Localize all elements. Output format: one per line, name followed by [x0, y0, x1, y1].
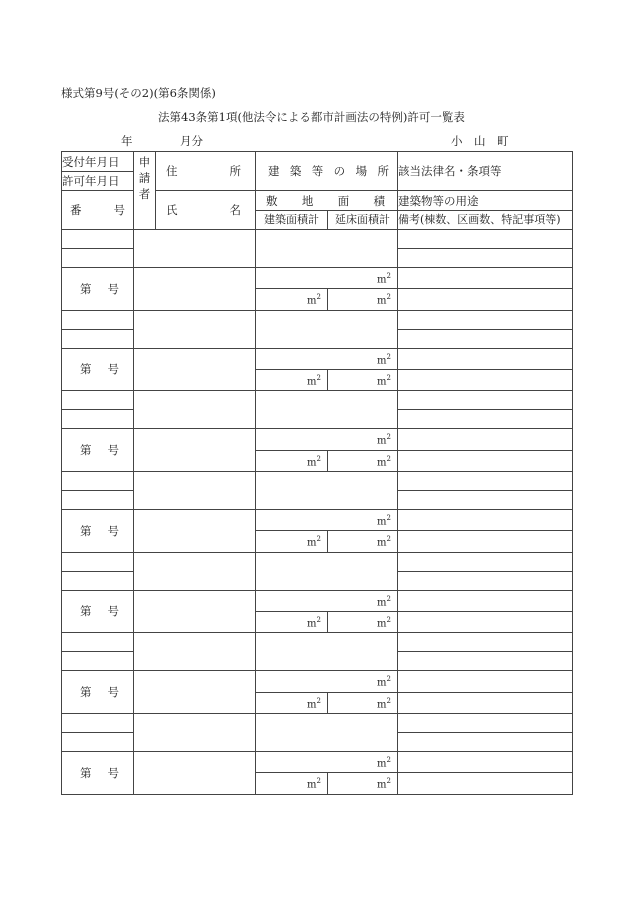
floor-area-header: 延床面積計	[328, 211, 398, 230]
site-area-header: 敷 地 面 積	[256, 191, 398, 211]
site-area-cell[interactable]: $m^2$	[256, 268, 398, 289]
entry-number-row	[62, 509, 573, 530]
remarks-header: 備考(棟数、区画数、特記事項等)	[398, 211, 573, 230]
law-name-cell[interactable]	[398, 633, 573, 652]
permit-number-cell[interactable]: 第 号	[62, 751, 134, 794]
law-name-cell[interactable]	[398, 552, 573, 571]
building-use-header: 建築物等の用途	[398, 191, 573, 211]
entry-number-row	[62, 590, 573, 611]
floor-area-cell[interactable]: $m^2$	[328, 692, 398, 713]
building-use-cell[interactable]	[398, 329, 573, 348]
building-use-detail-cell[interactable]	[398, 590, 573, 611]
remarks-cell[interactable]	[398, 531, 573, 552]
location-cell[interactable]	[256, 391, 398, 429]
building-use-detail-cell[interactable]	[398, 671, 573, 692]
name-cell[interactable]	[134, 268, 256, 311]
receipt-date-cell[interactable]	[62, 391, 134, 410]
floor-area-cell[interactable]: $m^2$	[328, 611, 398, 632]
building-area-cell[interactable]: $m^2$	[256, 531, 328, 552]
building-area-header: 建築面積計	[256, 211, 328, 230]
law-name-cell[interactable]	[398, 713, 573, 732]
address-cell[interactable]	[134, 471, 256, 509]
number-header: 番 号	[62, 191, 134, 230]
law-name-cell[interactable]	[398, 310, 573, 329]
location-cell[interactable]	[256, 310, 398, 348]
remarks-cell[interactable]	[398, 369, 573, 390]
building-use-cell[interactable]	[398, 249, 573, 268]
entry-number-row	[62, 751, 573, 772]
entry-number-row	[62, 671, 573, 692]
floor-area-cell[interactable]: $m^2$	[328, 450, 398, 471]
law-name-cell[interactable]	[398, 391, 573, 410]
name-cell[interactable]	[134, 509, 256, 552]
address-cell[interactable]	[134, 230, 256, 268]
receipt-date-cell[interactable]	[62, 633, 134, 652]
remarks-cell[interactable]	[398, 692, 573, 713]
building-use-detail-cell[interactable]	[398, 429, 573, 450]
site-area-cell[interactable]: $m^2$	[256, 348, 398, 369]
building-area-cell[interactable]: $m^2$	[256, 692, 328, 713]
permit-date-cell[interactable]	[62, 410, 134, 429]
floor-area-cell[interactable]: $m^2$	[328, 531, 398, 552]
receipt-date-cell[interactable]	[62, 552, 134, 571]
building-area-cell[interactable]: $m^2$	[256, 611, 328, 632]
location-header: 建 築 等 の 場 所	[256, 152, 398, 191]
location-cell[interactable]	[256, 471, 398, 509]
floor-area-cell[interactable]: $m^2$	[328, 773, 398, 794]
location-cell[interactable]	[256, 230, 398, 268]
remarks-cell[interactable]	[398, 611, 573, 632]
address-header: 住 所	[156, 152, 256, 191]
law-name-cell[interactable]	[398, 230, 573, 249]
address-cell[interactable]	[134, 713, 256, 751]
building-use-cell[interactable]	[398, 410, 573, 429]
name-cell[interactable]	[134, 348, 256, 391]
building-use-detail-cell[interactable]	[398, 509, 573, 530]
permit-date-cell[interactable]	[62, 652, 134, 671]
town-name: 小 山 町	[451, 134, 509, 148]
entry-number-row	[62, 348, 573, 369]
entry-number-row	[62, 268, 573, 289]
location-cell[interactable]	[256, 633, 398, 671]
receipt-date-cell[interactable]	[62, 713, 134, 732]
building-use-detail-cell[interactable]	[398, 348, 573, 369]
permit-list-table	[61, 151, 573, 795]
receipt-date-cell[interactable]	[62, 230, 134, 249]
law-name-cell[interactable]	[398, 471, 573, 490]
address-cell[interactable]	[134, 552, 256, 590]
entry-number-row	[62, 429, 573, 450]
site-area-cell[interactable]: $m^2$	[256, 671, 398, 692]
law-name-header: 該当法律名・条項等	[398, 152, 573, 191]
name-cell[interactable]	[134, 671, 256, 714]
permit-date-cell[interactable]	[62, 249, 134, 268]
permit-date-cell[interactable]	[62, 732, 134, 751]
entry-receipt-row	[62, 471, 573, 490]
receipt-date-cell[interactable]	[62, 310, 134, 329]
applicant-header: 申 請 者	[134, 152, 156, 230]
permit-number-cell[interactable]: 第 号	[62, 509, 134, 552]
address-cell[interactable]	[134, 310, 256, 348]
building-use-cell[interactable]	[398, 732, 573, 751]
remarks-cell[interactable]	[398, 289, 573, 310]
site-area-cell[interactable]: $m^2$	[256, 751, 398, 772]
address-cell[interactable]	[134, 391, 256, 429]
building-area-cell[interactable]: $m^2$	[256, 450, 328, 471]
permit-date-cell[interactable]	[62, 329, 134, 348]
name-cell[interactable]	[134, 751, 256, 794]
location-cell[interactable]	[256, 552, 398, 590]
site-area-cell[interactable]: $m^2$	[256, 509, 398, 530]
building-use-cell[interactable]	[398, 571, 573, 590]
permit-number-cell[interactable]: 第 号	[62, 590, 134, 633]
permit-number-cell[interactable]: 第 号	[62, 268, 134, 311]
building-area-cell[interactable]: $m^2$	[256, 773, 328, 794]
building-use-detail-cell[interactable]	[398, 268, 573, 289]
site-area-cell[interactable]: $m^2$	[256, 590, 398, 611]
building-use-cell[interactable]	[398, 652, 573, 671]
entry-receipt-row	[62, 713, 573, 732]
building-use-cell[interactable]	[398, 490, 573, 509]
permit-number-cell[interactable]: 第 号	[62, 429, 134, 472]
floor-area-cell[interactable]: $m^2$	[328, 369, 398, 390]
entry-receipt-row	[62, 310, 573, 329]
name-cell[interactable]	[134, 429, 256, 472]
permit-number-cell[interactable]: 第 号	[62, 671, 134, 714]
entry-receipt-row	[62, 230, 573, 249]
year-label: 年	[121, 134, 133, 148]
permit-date-cell[interactable]	[62, 490, 134, 509]
name-cell[interactable]	[134, 590, 256, 633]
permit-date-header: 許可年月日	[62, 172, 134, 191]
form-number: 様式第9号(その2)(第6条関係)	[61, 86, 216, 100]
building-area-cell[interactable]: $m^2$	[256, 289, 328, 310]
entry-receipt-row	[62, 391, 573, 410]
entry-receipt-row	[62, 633, 573, 652]
building-use-detail-cell[interactable]	[398, 751, 573, 772]
site-area-cell[interactable]: $m^2$	[256, 429, 398, 450]
form-title: 法第43条第1項(他法令による都市計画法の特例)許可一覧表	[158, 110, 465, 124]
floor-area-cell[interactable]: $m^2$	[328, 289, 398, 310]
receipt-date-header: 受付年月日	[62, 152, 134, 172]
remarks-cell[interactable]	[398, 450, 573, 471]
building-area-cell[interactable]: $m^2$	[256, 369, 328, 390]
entry-receipt-row	[62, 552, 573, 571]
permit-date-cell[interactable]	[62, 571, 134, 590]
address-cell[interactable]	[134, 633, 256, 671]
name-header: 氏 名	[156, 191, 256, 230]
permit-number-cell[interactable]: 第 号	[62, 348, 134, 391]
remarks-cell[interactable]	[398, 773, 573, 794]
month-label: 月分	[180, 134, 203, 148]
receipt-date-cell[interactable]	[62, 471, 134, 490]
location-cell[interactable]	[256, 713, 398, 751]
